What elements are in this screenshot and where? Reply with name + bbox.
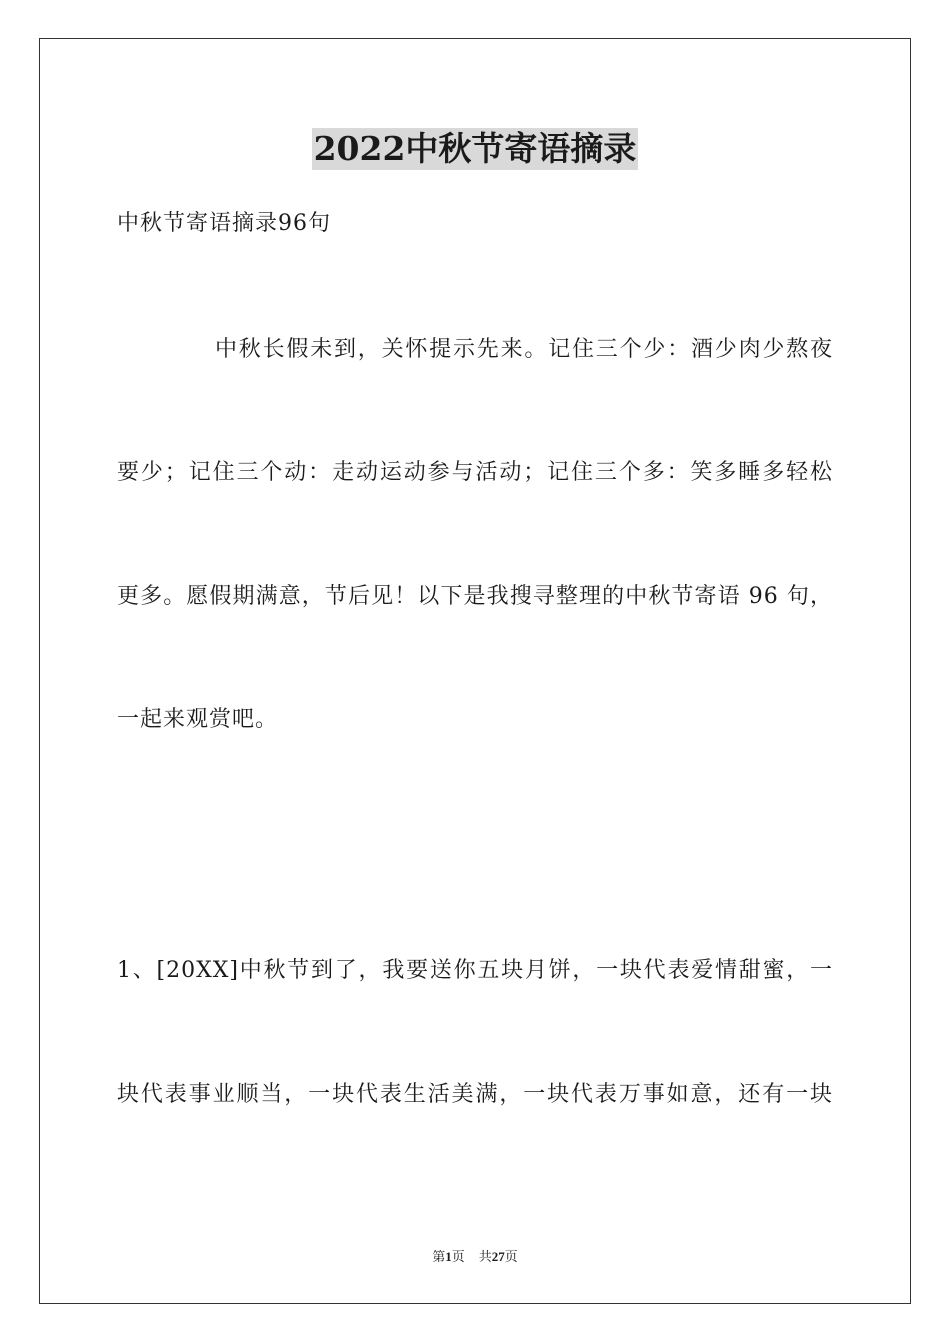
page-number: 1	[445, 1249, 452, 1264]
list-item-1-line-1: 1、[20XX]中秋节到了，我要送你五块月饼，一块代表爱情甜蜜，一	[117, 958, 833, 983]
total-suffix: 页	[504, 1249, 518, 1264]
paragraph-line-2: 要少；记住三个动：走动运动参与活动；记住三个多：笑多睡多轻松	[117, 460, 833, 485]
document-subtitle: 中秋节寄语摘录96句	[117, 211, 331, 236]
paragraph-line-3: 更多。愿假期满意，节后见！以下是我搜寻整理的中秋节寄语 96 句，	[117, 584, 833, 609]
document-title: 2022中秋节寄语摘录	[313, 129, 637, 168]
list-item-1-line-2: 块代表事业顺当，一块代表生活美满，一块代表万事如意，还有一块	[117, 1082, 833, 1107]
page-footer	[0, 1248, 950, 1266]
paragraph-line-1: 中秋长假未到，关怀提示先来。记住三个少：酒少肉少熬夜	[215, 337, 833, 362]
paragraph-line-4: 一起来观赏吧。	[117, 707, 279, 732]
title-container	[0, 128, 950, 170]
page-prefix: 第	[432, 1249, 446, 1264]
total-prefix: 共	[478, 1249, 492, 1264]
total-pages: 27	[491, 1249, 505, 1264]
page-suffix: 页	[451, 1249, 465, 1264]
